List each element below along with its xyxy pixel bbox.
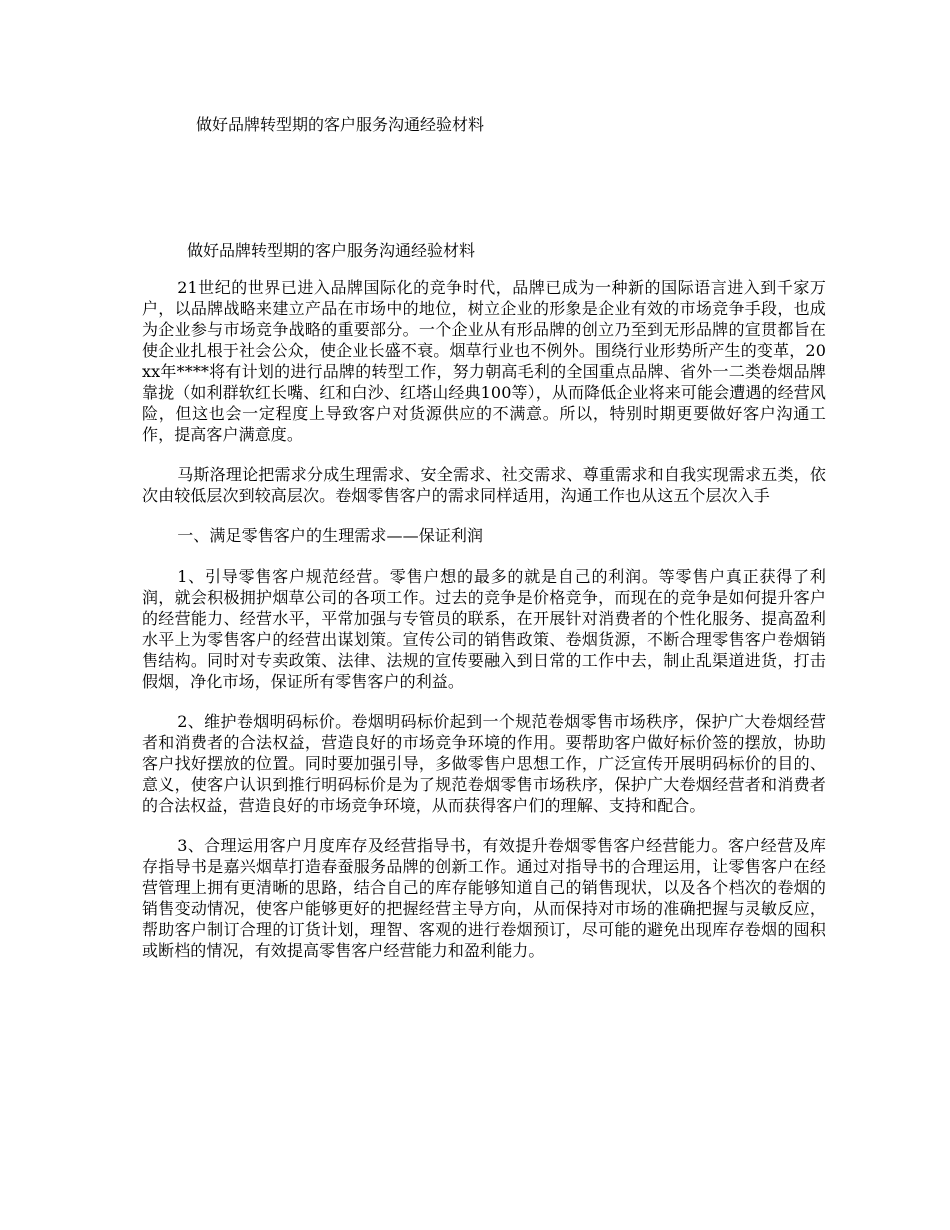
paragraph-item-1: 1、引导零售客户规范经营。零售户想的最多的就是自己的利润。等零售户真正获得了利润，就会积极拥护烟草公司的各项工作。过去的竞争是价格竞争，而现在的竞争是如何提升客户的经营能力、经营水平，平常加强与专管员的联系，在开展针对消费者的个性化服务、提高盈利水平上为零售客户的经营出谋划策。宣传公司的销售政策、卷烟货源，不断合理零售客户卷烟销售结构。同时对专卖政策、法律、法规的宣传要融入到日常的工作中去，制止乱渠道进货，打击假烟，净化市场，保证所有零售客户的利益。: [142, 567, 826, 691]
paragraph-maslow: 马斯洛理论把需求分成生理需求、安全需求、社交需求、尊重需求和自我实现需求五类，依次由较低层次到较高层次。卷烟零售客户的需求同样适用，沟通工作也从这五个层次入手: [142, 465, 826, 505]
section-heading-1: 一、满足零售客户的生理需求——保证利润: [177, 526, 484, 545]
document-body: [142, 239, 826, 980]
paragraph-intro: 21世纪的世界已进入品牌国际化的竞争时代，品牌已成为一种新的国际语言进入到千家万户，以品牌战略来建立产品在市场中的地位，树立企业的形象是企业有效的市场竞争手段，也成为企业参与市场竞争战略的重要部分。一个企业从有形品牌的创立乃至到无形品牌的宣贯都旨在使企业扎根于社会公众，使企业长盛不衰。烟草行业也不例外。围绕行业形势所产生的变革，20xx年****将有计划的进行品牌的转型工作，努力朝高毛利的全国重点品牌、省外一二类卷烟品牌靠拢（如利群软红长嘴、红和白沙、红塔山经典100等），从而降低企业将来可能会遭遇的经营风险，但这也会一定程度上导致客户对货源供应的不满意。所以，特别时期更要做好客户沟通工作，提高客户满意度。: [142, 278, 826, 444]
paragraph-item-3: 3、合理运用客户月度库存及经营指导书，有效提升卷烟零售客户经营能力。客户经营及库存指导书是嘉兴烟草打造春蚕服务品牌的创新工作。通过对指导书的合理运用，让零售客户在经营管理上拥有更清晰的思路，结合自己的库存能够知道自己的销售现状，以及各个档次的卷烟的销售变动情况，使客户能够更好的把握经营主导方向，从而保持对市场的准确把握与灵敏反应，帮助客户制订合理的订货计划，理智、客观的进行卷烟预订，尽可能的避免出现库存卷烟的囤积或断档的情况，有效提高零售客户经营能力和盈利能力。: [142, 836, 826, 960]
document-subtitle: 做好品牌转型期的客户服务沟通经验材料: [187, 241, 476, 260]
document-title: 做好品牌转型期的客户服务沟通经验材料: [196, 115, 485, 134]
paragraph-item-2: 2、维护卷烟明码标价。卷烟明码标价起到一个规范卷烟零售市场秩序，保护广大卷烟经营者和消费者的合法权益，营造良好的市场竞争环境的作用。要帮助客户做好标价签的摆放，协助客户找好摆放的位置。同时要加强引导，多做零售户思想工作，广泛宣传开展明码标价的目的、意义，使客户认识到推行明码标价是为了规范卷烟零售市场秩序，保护广大卷烟经营者和消费者的合法权益，营造良好的市场竞争环境，从而获得客户们的理解、支持和配合。: [142, 712, 826, 815]
